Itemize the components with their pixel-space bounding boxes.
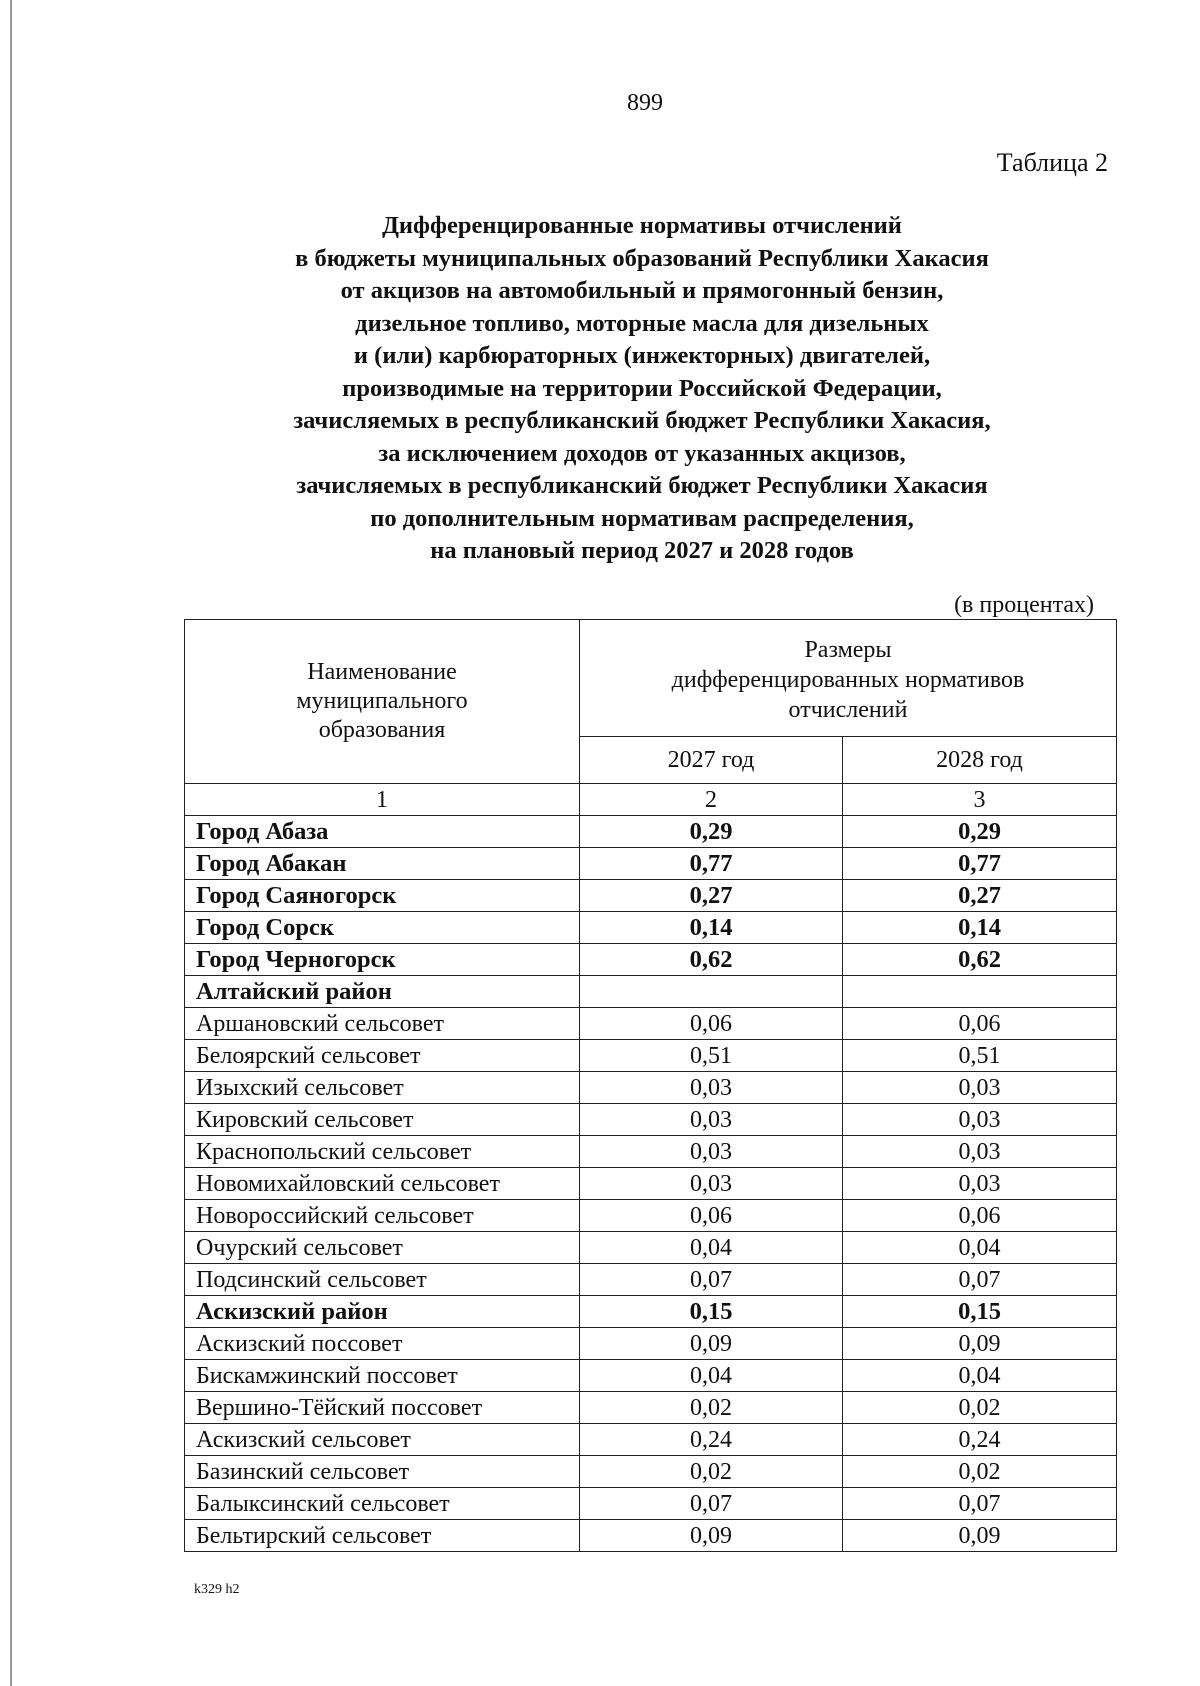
- value-2027: 0,09: [580, 1328, 843, 1360]
- title-line: в бюджеты муниципальных образований Республики Хакасия: [295, 244, 989, 272]
- table-row: [185, 944, 1117, 976]
- header-name-line: Наименование: [307, 659, 457, 685]
- table-row: [185, 1200, 1117, 1232]
- value-2027: 0,04: [580, 1232, 843, 1264]
- municipality-name: Вершино-Тёйский поссовет: [185, 1392, 580, 1424]
- value-2027: 0,03: [580, 1168, 843, 1200]
- header-group-line: Размеры: [804, 637, 892, 663]
- table-row: [185, 1008, 1117, 1040]
- value-2027: 0,03: [580, 1072, 843, 1104]
- value-2027: 0,07: [580, 1264, 843, 1296]
- title-line: от акцизов на автомобильный и прямогонный бензин,: [340, 277, 944, 304]
- municipality-name: Подсинский сельсовет: [185, 1264, 580, 1296]
- value-2027: 0,03: [580, 1136, 843, 1168]
- table-row: [185, 1232, 1117, 1264]
- value-2027: 0,06: [580, 1008, 843, 1040]
- value-2027: 0,02: [580, 1392, 843, 1424]
- municipality-name: Бискамжинский поссовет: [185, 1360, 580, 1392]
- value-2028: 0,03: [843, 1072, 1117, 1104]
- table-row: [185, 1072, 1117, 1104]
- value-2028: 0,29: [843, 816, 1117, 848]
- header-group-line: дифференцированных нормативов: [671, 667, 1025, 693]
- value-2028: 0,06: [843, 1200, 1117, 1232]
- municipality-name: Город Сорск: [185, 912, 580, 944]
- value-2027: 0,14: [580, 912, 843, 944]
- header-year-2028: 2028 год: [843, 737, 1117, 784]
- table-row: [185, 1456, 1117, 1488]
- municipality-name: Бельтирский сельсовет: [185, 1520, 580, 1552]
- municipality-name: Аскизский поссовет: [185, 1328, 580, 1360]
- value-2027: 0,51: [580, 1040, 843, 1072]
- municipality-name: Город Абаза: [185, 816, 580, 848]
- value-2027: 0,04: [580, 1360, 843, 1392]
- value-2027: 0,02: [580, 1456, 843, 1488]
- municipality-name: Аскизский район: [185, 1296, 580, 1328]
- municipality-name: Новомихайловский сельсовет: [185, 1168, 580, 1200]
- table-row: [185, 1328, 1117, 1360]
- value-2028: 0,02: [843, 1456, 1117, 1488]
- table-row: [185, 848, 1117, 880]
- value-2028: 0,06: [843, 1008, 1117, 1040]
- table-row: [185, 1040, 1117, 1072]
- column-number: 2: [580, 784, 843, 816]
- municipality-name: Базинский сельсовет: [185, 1456, 580, 1488]
- value-2028: 0,14: [843, 912, 1117, 944]
- table-row: [185, 1520, 1117, 1552]
- municipality-name: Кировский сельсовет: [185, 1104, 580, 1136]
- value-2028: [843, 976, 1117, 1008]
- value-2027: 0,09: [580, 1520, 843, 1552]
- title-line: зачисляемых в республиканский бюджет Республики Хакасия,: [293, 407, 991, 434]
- value-2028: 0,03: [843, 1104, 1117, 1136]
- table-row: [185, 1392, 1117, 1424]
- municipality-name: Город Абакан: [185, 848, 580, 880]
- value-2028: 0,09: [843, 1328, 1117, 1360]
- title-line: Дифференцированные нормативы отчислений: [382, 212, 902, 239]
- municipality-name: Новороссийский сельсовет: [185, 1200, 580, 1232]
- units-note: (в процентах): [954, 592, 1094, 618]
- municipality-name: Краснопольский сельсовет: [185, 1136, 580, 1168]
- document-title: [150, 210, 1134, 568]
- value-2027: 0,27: [580, 880, 843, 912]
- title-line: за исключением доходов от указанных акцизов,: [378, 439, 906, 467]
- table-row: [185, 912, 1117, 944]
- table-row: [185, 1104, 1117, 1136]
- value-2027: 0,29: [580, 816, 843, 848]
- value-2028: 0,04: [843, 1360, 1117, 1392]
- municipality-name: Алтайский район: [185, 976, 580, 1008]
- municipality-name: Город Черногорск: [185, 944, 580, 976]
- title-line: и (или) карбюраторных (инжекторных) двигателей,: [353, 342, 931, 369]
- title-line: зачисляемых в республиканский бюджет Республики Хакасия: [296, 472, 988, 499]
- value-2028: 0,07: [843, 1264, 1117, 1296]
- header-name-line: образования: [318, 717, 446, 743]
- table-body: [185, 816, 1117, 1552]
- value-2028: 0,09: [843, 1520, 1117, 1552]
- norms-table: [184, 619, 1117, 1552]
- value-2027: [580, 976, 843, 1008]
- title-line: по дополнительным нормативам распределения,: [370, 504, 914, 532]
- table-row: [185, 1360, 1117, 1392]
- scan-edge-line: [10, 0, 12, 1686]
- municipality-name: Изыхский сельсовет: [185, 1072, 580, 1104]
- value-2028: 0,24: [843, 1424, 1117, 1456]
- header-name-line: муниципального: [296, 688, 468, 714]
- value-2027: 0,15: [580, 1296, 843, 1328]
- title-line: на плановый период 2027 и 2028 годов: [430, 537, 854, 564]
- table-row: [185, 1488, 1117, 1520]
- table-row: [185, 1168, 1117, 1200]
- value-2028: 0,27: [843, 880, 1117, 912]
- value-2027: 0,24: [580, 1424, 843, 1456]
- value-2027: 0,06: [580, 1200, 843, 1232]
- table-row: [185, 1264, 1117, 1296]
- page-number: 899: [627, 90, 663, 116]
- column-number: 1: [185, 784, 580, 816]
- table-row: [185, 880, 1117, 912]
- header-norms-group: [580, 620, 1117, 737]
- table-row: [185, 1296, 1117, 1328]
- value-2027: 0,62: [580, 944, 843, 976]
- value-2028: 0,03: [843, 1168, 1117, 1200]
- footer-code: k329 h2: [194, 1582, 240, 1597]
- value-2028: 0,04: [843, 1232, 1117, 1264]
- value-2027: 0,03: [580, 1104, 843, 1136]
- table-label: Таблица 2: [996, 148, 1108, 177]
- value-2028: 0,62: [843, 944, 1117, 976]
- value-2028: 0,02: [843, 1392, 1117, 1424]
- value-2027: 0,07: [580, 1488, 843, 1520]
- municipality-name: Аскизский сельсовет: [185, 1424, 580, 1456]
- municipality-name: Аршановский сельсовет: [185, 1008, 580, 1040]
- header-year-2027: 2027 год: [580, 737, 843, 784]
- table-row: [185, 816, 1117, 848]
- municipality-name: Балыксинский сельсовет: [185, 1488, 580, 1520]
- municipality-name: Очурский сельсовет: [185, 1232, 580, 1264]
- table-row: [185, 1136, 1117, 1168]
- value-2028: 0,51: [843, 1040, 1117, 1072]
- municipality-name: Город Саяногорск: [185, 880, 580, 912]
- title-line: дизельное топливо, моторные масла для дизельных: [355, 309, 929, 337]
- title-line: производимые на территории Российской Федерации,: [342, 374, 942, 402]
- value-2027: 0,77: [580, 848, 843, 880]
- municipality-name: Белоярский сельсовет: [185, 1040, 580, 1072]
- value-2028: 0,15: [843, 1296, 1117, 1328]
- table-row: [185, 1424, 1117, 1456]
- column-number: 3: [843, 784, 1117, 816]
- value-2028: 0,77: [843, 848, 1117, 880]
- value-2028: 0,03: [843, 1136, 1117, 1168]
- table-row: [185, 976, 1117, 1008]
- header-group-line: отчислений: [788, 697, 908, 723]
- header-municipality-name: [185, 620, 580, 784]
- value-2028: 0,07: [843, 1488, 1117, 1520]
